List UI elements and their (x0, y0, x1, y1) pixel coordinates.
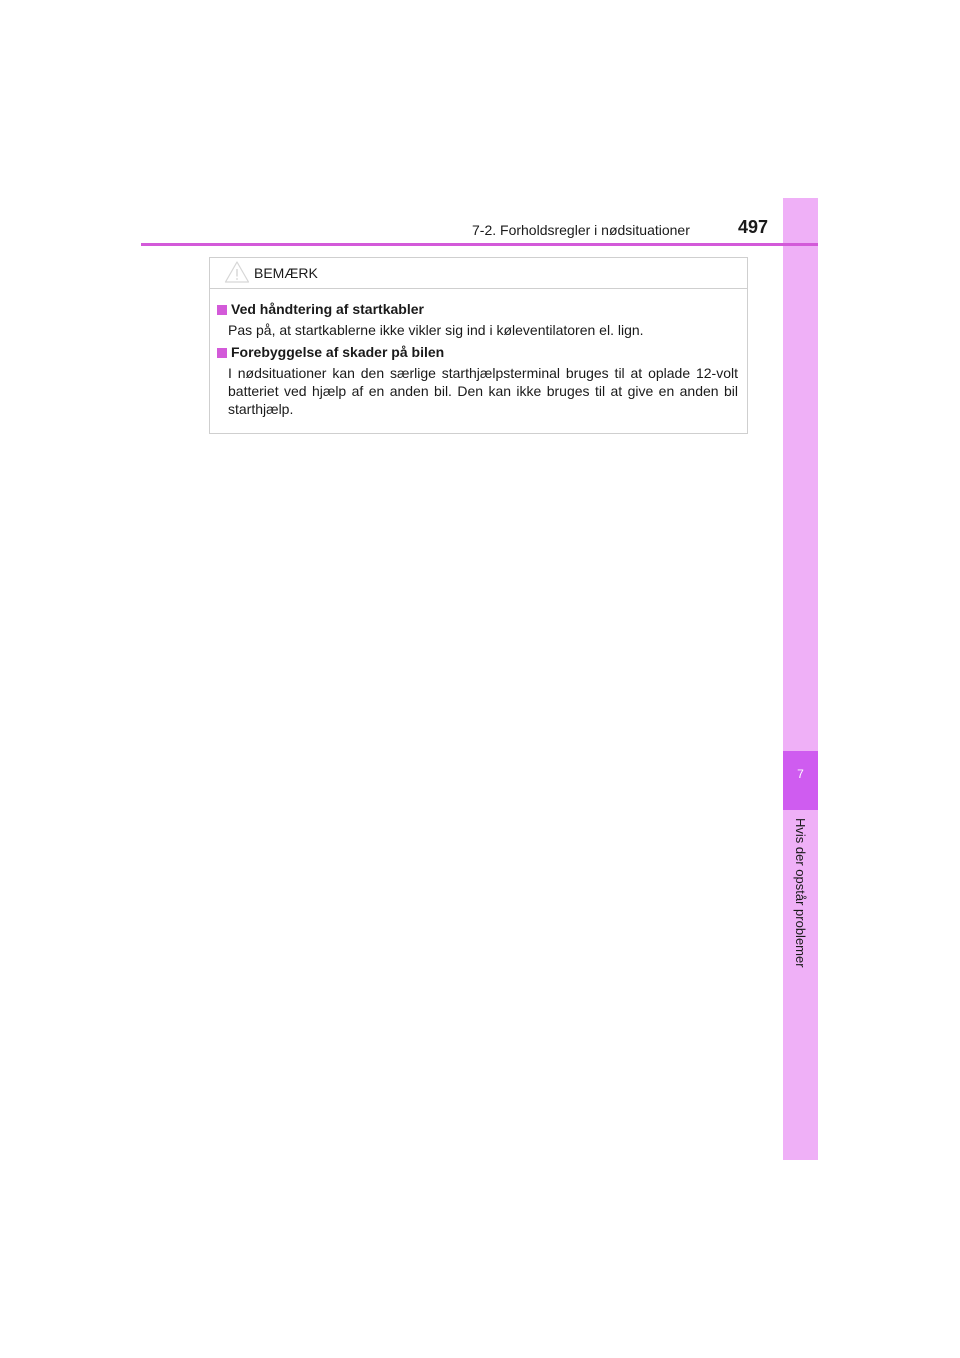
notice-item-heading-text: Ved håndtering af startkabler (231, 301, 424, 317)
square-bullet-icon (217, 305, 227, 315)
page-number: 497 (738, 217, 769, 237)
section-title: 7-2. Forholdsregler i nødsituationer (472, 222, 690, 238)
notice-title: BEMÆRK (254, 265, 318, 281)
notice-item-text: Pas på, at startkablerne ikke vikler sig ind i køleventilatoren el. lign. (228, 322, 644, 338)
notice-box (209, 257, 748, 434)
notice-body (210, 289, 747, 418)
notice-item (217, 343, 738, 418)
chapter-title: Hvis der opstår problemer (793, 818, 808, 968)
chapter-number: 7 (797, 767, 804, 781)
header-divider (141, 243, 818, 246)
notice-item-heading (217, 343, 738, 362)
square-bullet-icon (217, 348, 227, 358)
notice-item-heading-text: Forebyggelse af skader på bilen (231, 344, 445, 360)
notice-item (217, 300, 738, 339)
warning-triangle-icon (224, 260, 250, 284)
notice-item-text: I nødsituationer kan den særlige starthjælpsterminal bruges til at oplade 12-volt batteriet ved hjælp af en anden bil. Den kan ikke bruges til at give en anden bil starthjælp. (228, 365, 738, 417)
notice-item-heading (217, 300, 738, 319)
notice-header (210, 258, 747, 289)
